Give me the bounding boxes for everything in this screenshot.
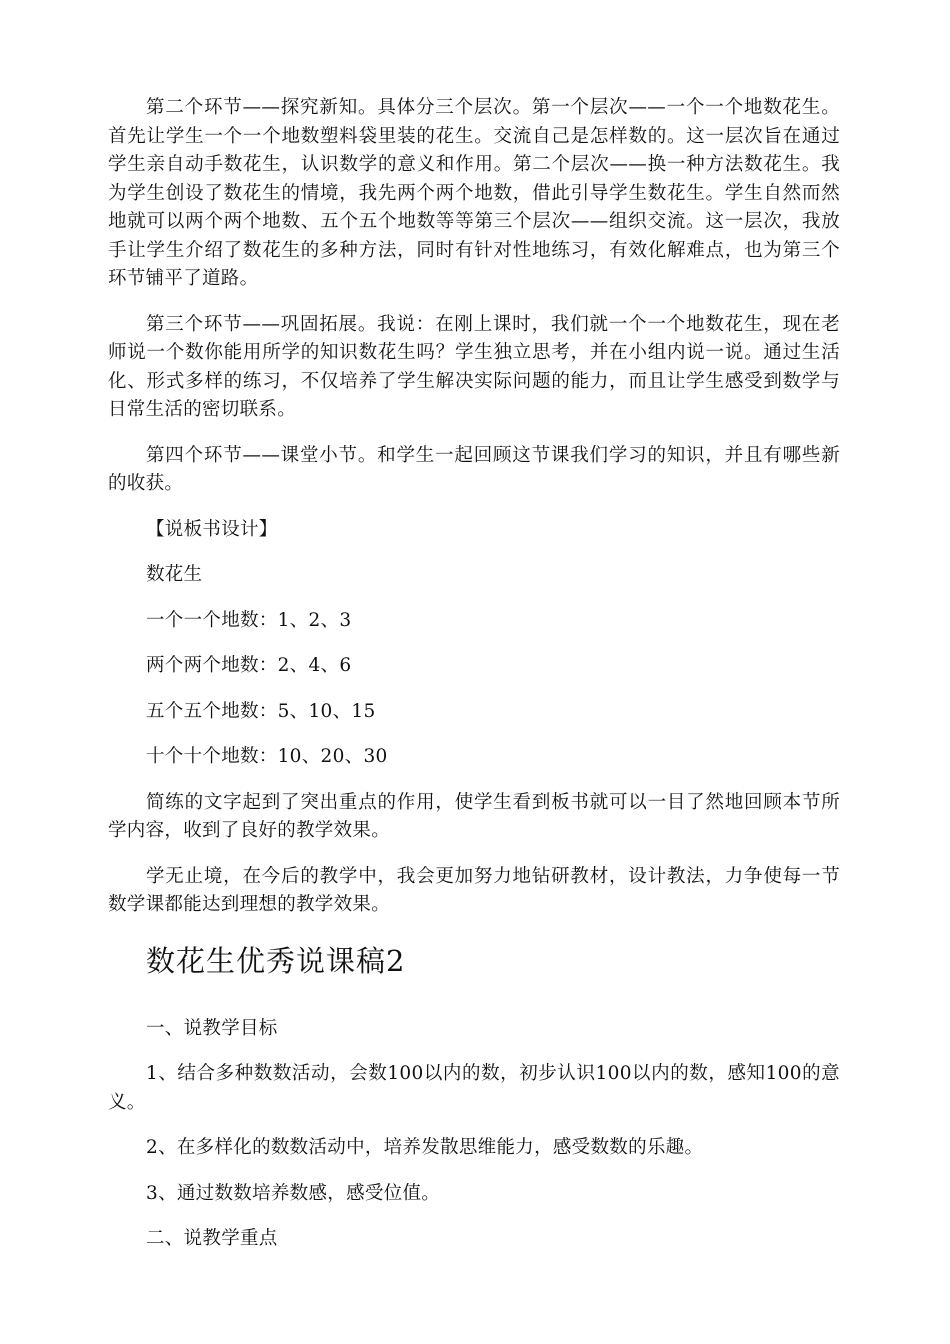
section-heading: 数花生优秀说课稿2	[146, 943, 406, 978]
board-design-title: 【说板书设计】	[146, 518, 278, 540]
paragraph-stage-three: 第三个环节——巩固拓展。我说：在刚上课时，我们就一个一个地数花生，现在老师说一个数你能用所学的知识数花生吗？学生独立思考，并在小组内说一说。通过生活化、形式多样的练习，不仅培养了学生解决实际问题的能力，而且让学生感受到数学与日常生活的密切联系。	[108, 313, 840, 420]
board-line-fives: 五个五个地数：5、10、15	[146, 700, 376, 722]
board-subject: 数花生	[146, 564, 203, 585]
goals-title: 一、说教学目标	[146, 1017, 278, 1039]
goal-item-2: 2、在多样化的数数活动中，培养发散思维能力，感受数数的乐趣。	[146, 1137, 704, 1158]
paragraph-stage-two: 第二个环节——探究新知。具体分三个层次。第一个层次——一个一个地数花生。首先让学生一个一个地数塑料袋里装的花生。交流自己是怎样数的。这一层次旨在通过学生亲自动手数花生，认识数学的意义和作用。第二个层次——换一种方法数花生。我为学生创设了数花生的情境，我先两个两个地数，借此引导学生数花生。学生自然而然地就可以两个两个地数、五个五个地数等等第三个层次——组织交流。这一层次，我放手让学生介绍了数花生的多种方法，同时有针对性地练习，有效化解难点，也为第三个环节铺平了道路。	[108, 97, 840, 289]
paragraph-conclusion: 学无止境，在今后的教学中，我会更加努力地钻研教材，设计教法，力争使每一节数学课都能达到理想的教学效果。	[108, 865, 840, 915]
key-points-title: 二、说教学重点	[146, 1228, 278, 1249]
board-line-tens: 十个十个地数：10、20、30	[146, 746, 388, 767]
goal-item-1: 1、结合多种数数活动，会数100以内的数，初步认识100以内的数，感知100的意义。	[108, 1063, 840, 1113]
goal-item-3: 3、通过数数培养数感，感受位值。	[146, 1182, 441, 1204]
board-line-twos: 两个两个地数：2、4、6	[146, 655, 352, 676]
paragraph-board-summary: 简练的文字起到了突出重点的作用，使学生看到板书就可以一目了然地回顾本节所学内容，收到了良好的教学效果。	[108, 791, 840, 841]
paragraph-stage-four: 第四个环节——课堂小节。和学生一起回顾这节课我们学习的知识，并且有哪些新的收获。	[108, 444, 840, 494]
board-line-ones: 一个一个地数：1、2、3	[146, 609, 352, 631]
document-page	[108, 94, 840, 1271]
